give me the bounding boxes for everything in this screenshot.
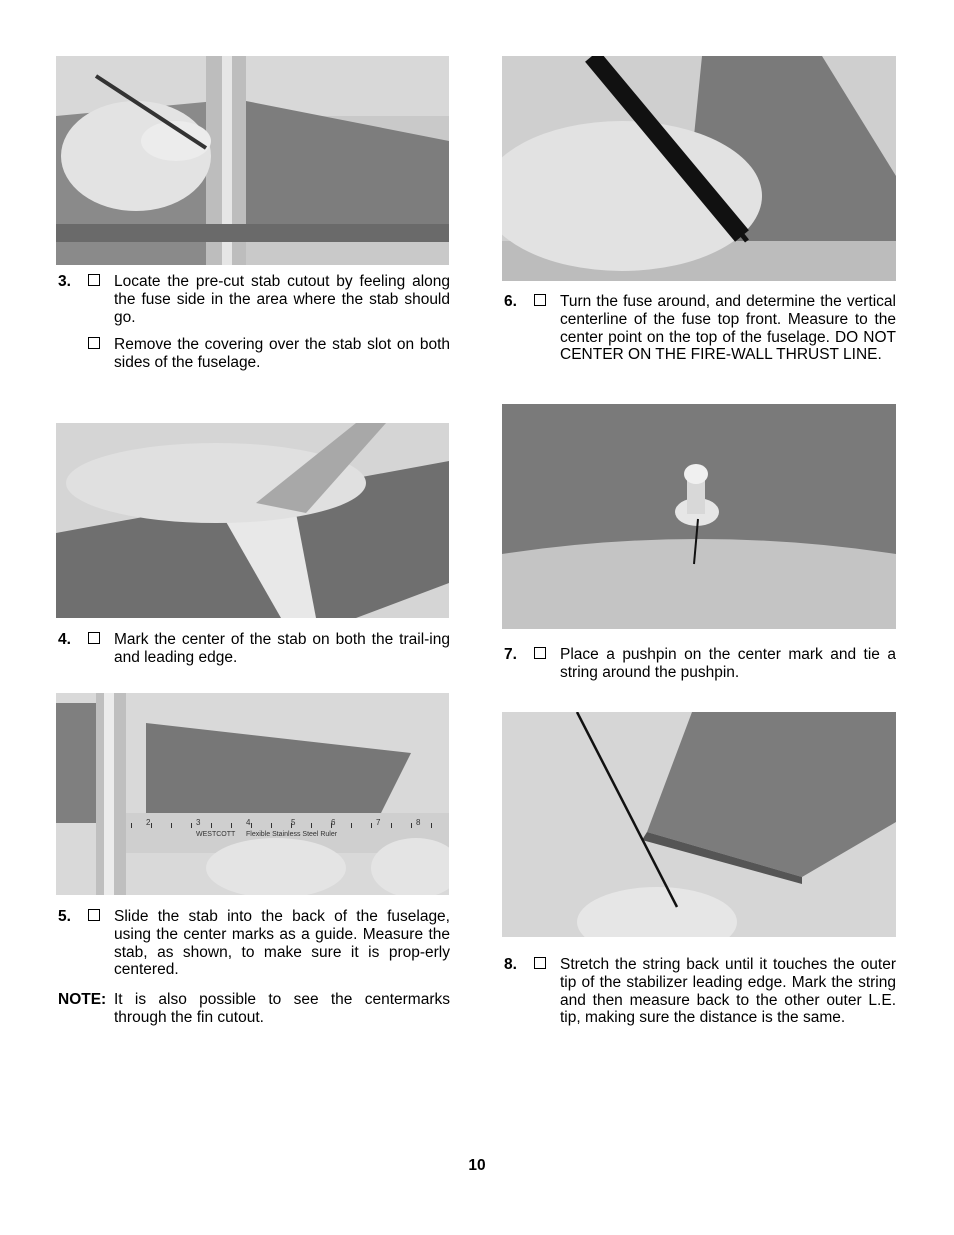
note-label: NOTE: [58, 991, 107, 1008]
checkbox[interactable] [534, 957, 546, 969]
step-number: 5. [58, 908, 71, 925]
step-number: 4. [58, 631, 71, 648]
photo-step-4 [56, 423, 449, 618]
checkbox[interactable] [88, 274, 100, 286]
photo-step-3 [56, 56, 449, 265]
ruler-brand: WESTCOTT [196, 831, 236, 838]
step-text: Remove the covering over the stab slot on both sides of the fuselage. [114, 336, 450, 371]
ruler-number: 8 [416, 818, 421, 827]
step-text: Place a pushpin on the center mark and tie a string around the pushpin. [560, 646, 896, 681]
ruler-number: 2 [146, 818, 151, 827]
step-text: Locate the pre-cut stab cutout by feeling along the fuse side in the area where the stab should go. [114, 273, 450, 326]
step-text: Turn the fuse around, and determine the vertical centerline of the fuse top front. Measure to the center point on the top of the fuselage. DO NOT CENTER ON THE FIRE-WALL THRUST LINE. [560, 293, 896, 364]
photo-step-7 [502, 404, 896, 629]
checkbox[interactable] [88, 337, 100, 349]
checkbox[interactable] [88, 632, 100, 644]
ruler-label: Flexible Stainless Steel Ruler [246, 831, 338, 838]
step-number: 7. [504, 646, 517, 663]
step-number: 6. [504, 293, 517, 310]
checkbox[interactable] [534, 294, 546, 306]
step-text: Stretch the string back until it touches the outer tip of the stabilizer leading edge. Mark the string and then measure back to the other outer L.E. tip, making sure the distance is the same. [560, 956, 896, 1027]
photo-step-5 [56, 693, 449, 895]
checkbox[interactable] [88, 909, 100, 921]
photo-step-8 [502, 712, 896, 937]
ruler-number: 6 [331, 818, 336, 827]
step-number: 8. [504, 956, 517, 973]
ruler-number: 7 [376, 818, 381, 827]
step-text: Slide the stab into the back of the fuselage, using the center marks as a guide. Measure the stab, as shown, to make sure it is prop-erly centered. [114, 908, 450, 979]
ruler-number: 3 [196, 818, 201, 827]
photo-step-6 [502, 56, 896, 281]
checkbox[interactable] [534, 647, 546, 659]
page-number: 10 [468, 1157, 486, 1174]
ruler-number: 4 [246, 818, 251, 827]
note-text: It is also possible to see the centermarks through the fin cutout. [114, 991, 450, 1026]
ruler-number: 5 [291, 818, 296, 827]
step-text: Mark the center of the stab on both the trail-ing and leading edge. [114, 631, 450, 666]
step-number: 3. [58, 273, 71, 290]
